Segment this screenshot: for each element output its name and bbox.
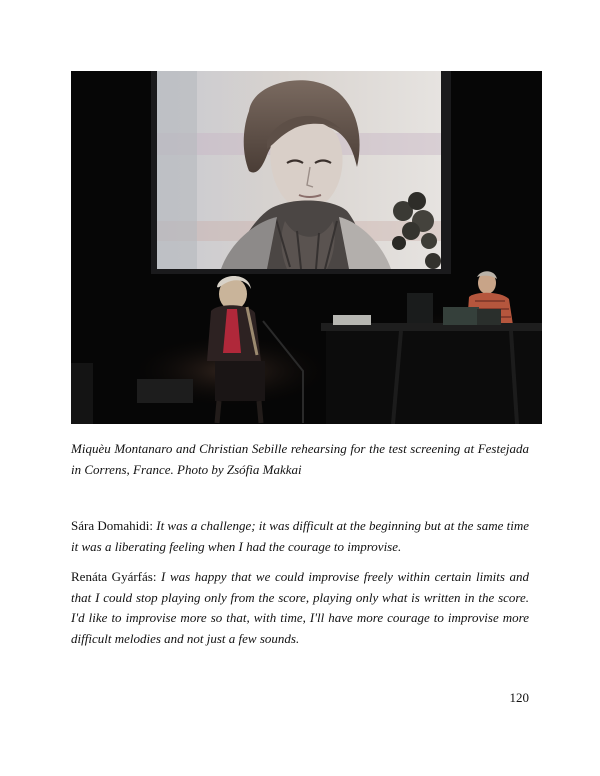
speaker-quote: I was happy that we could improvise freely within certain limits and that I could stop playing only from the score, playing only what is written in the score. I'd like to improvise more so that, with time, I'll have more courage to improvise more difficult melodies and not just a few sounds. (71, 569, 529, 646)
speaker-separator: : (149, 518, 157, 533)
speaker-name: Renáta Gyárfás (71, 569, 153, 584)
rehearsal-photo (71, 71, 542, 424)
photo-rehearsal-stage-icon (71, 71, 542, 424)
page-number: 120 (509, 690, 529, 705)
speaker-separator: : (152, 569, 162, 584)
speaker-quote: It was a challenge; it was difficult at the beginning but at the same time it was a liberating feeling when I had the courage to improvise. (71, 518, 529, 554)
speaker-name: Sára Domahidi (71, 518, 150, 533)
photo-caption: Miquèu Montanaro and Christian Sebille rehearsing for the test screening at Festejada in Correns, France. Photo by Zsófia Makkai (71, 441, 529, 477)
interview-paragraph (71, 516, 529, 557)
interview-paragraph (71, 567, 529, 649)
